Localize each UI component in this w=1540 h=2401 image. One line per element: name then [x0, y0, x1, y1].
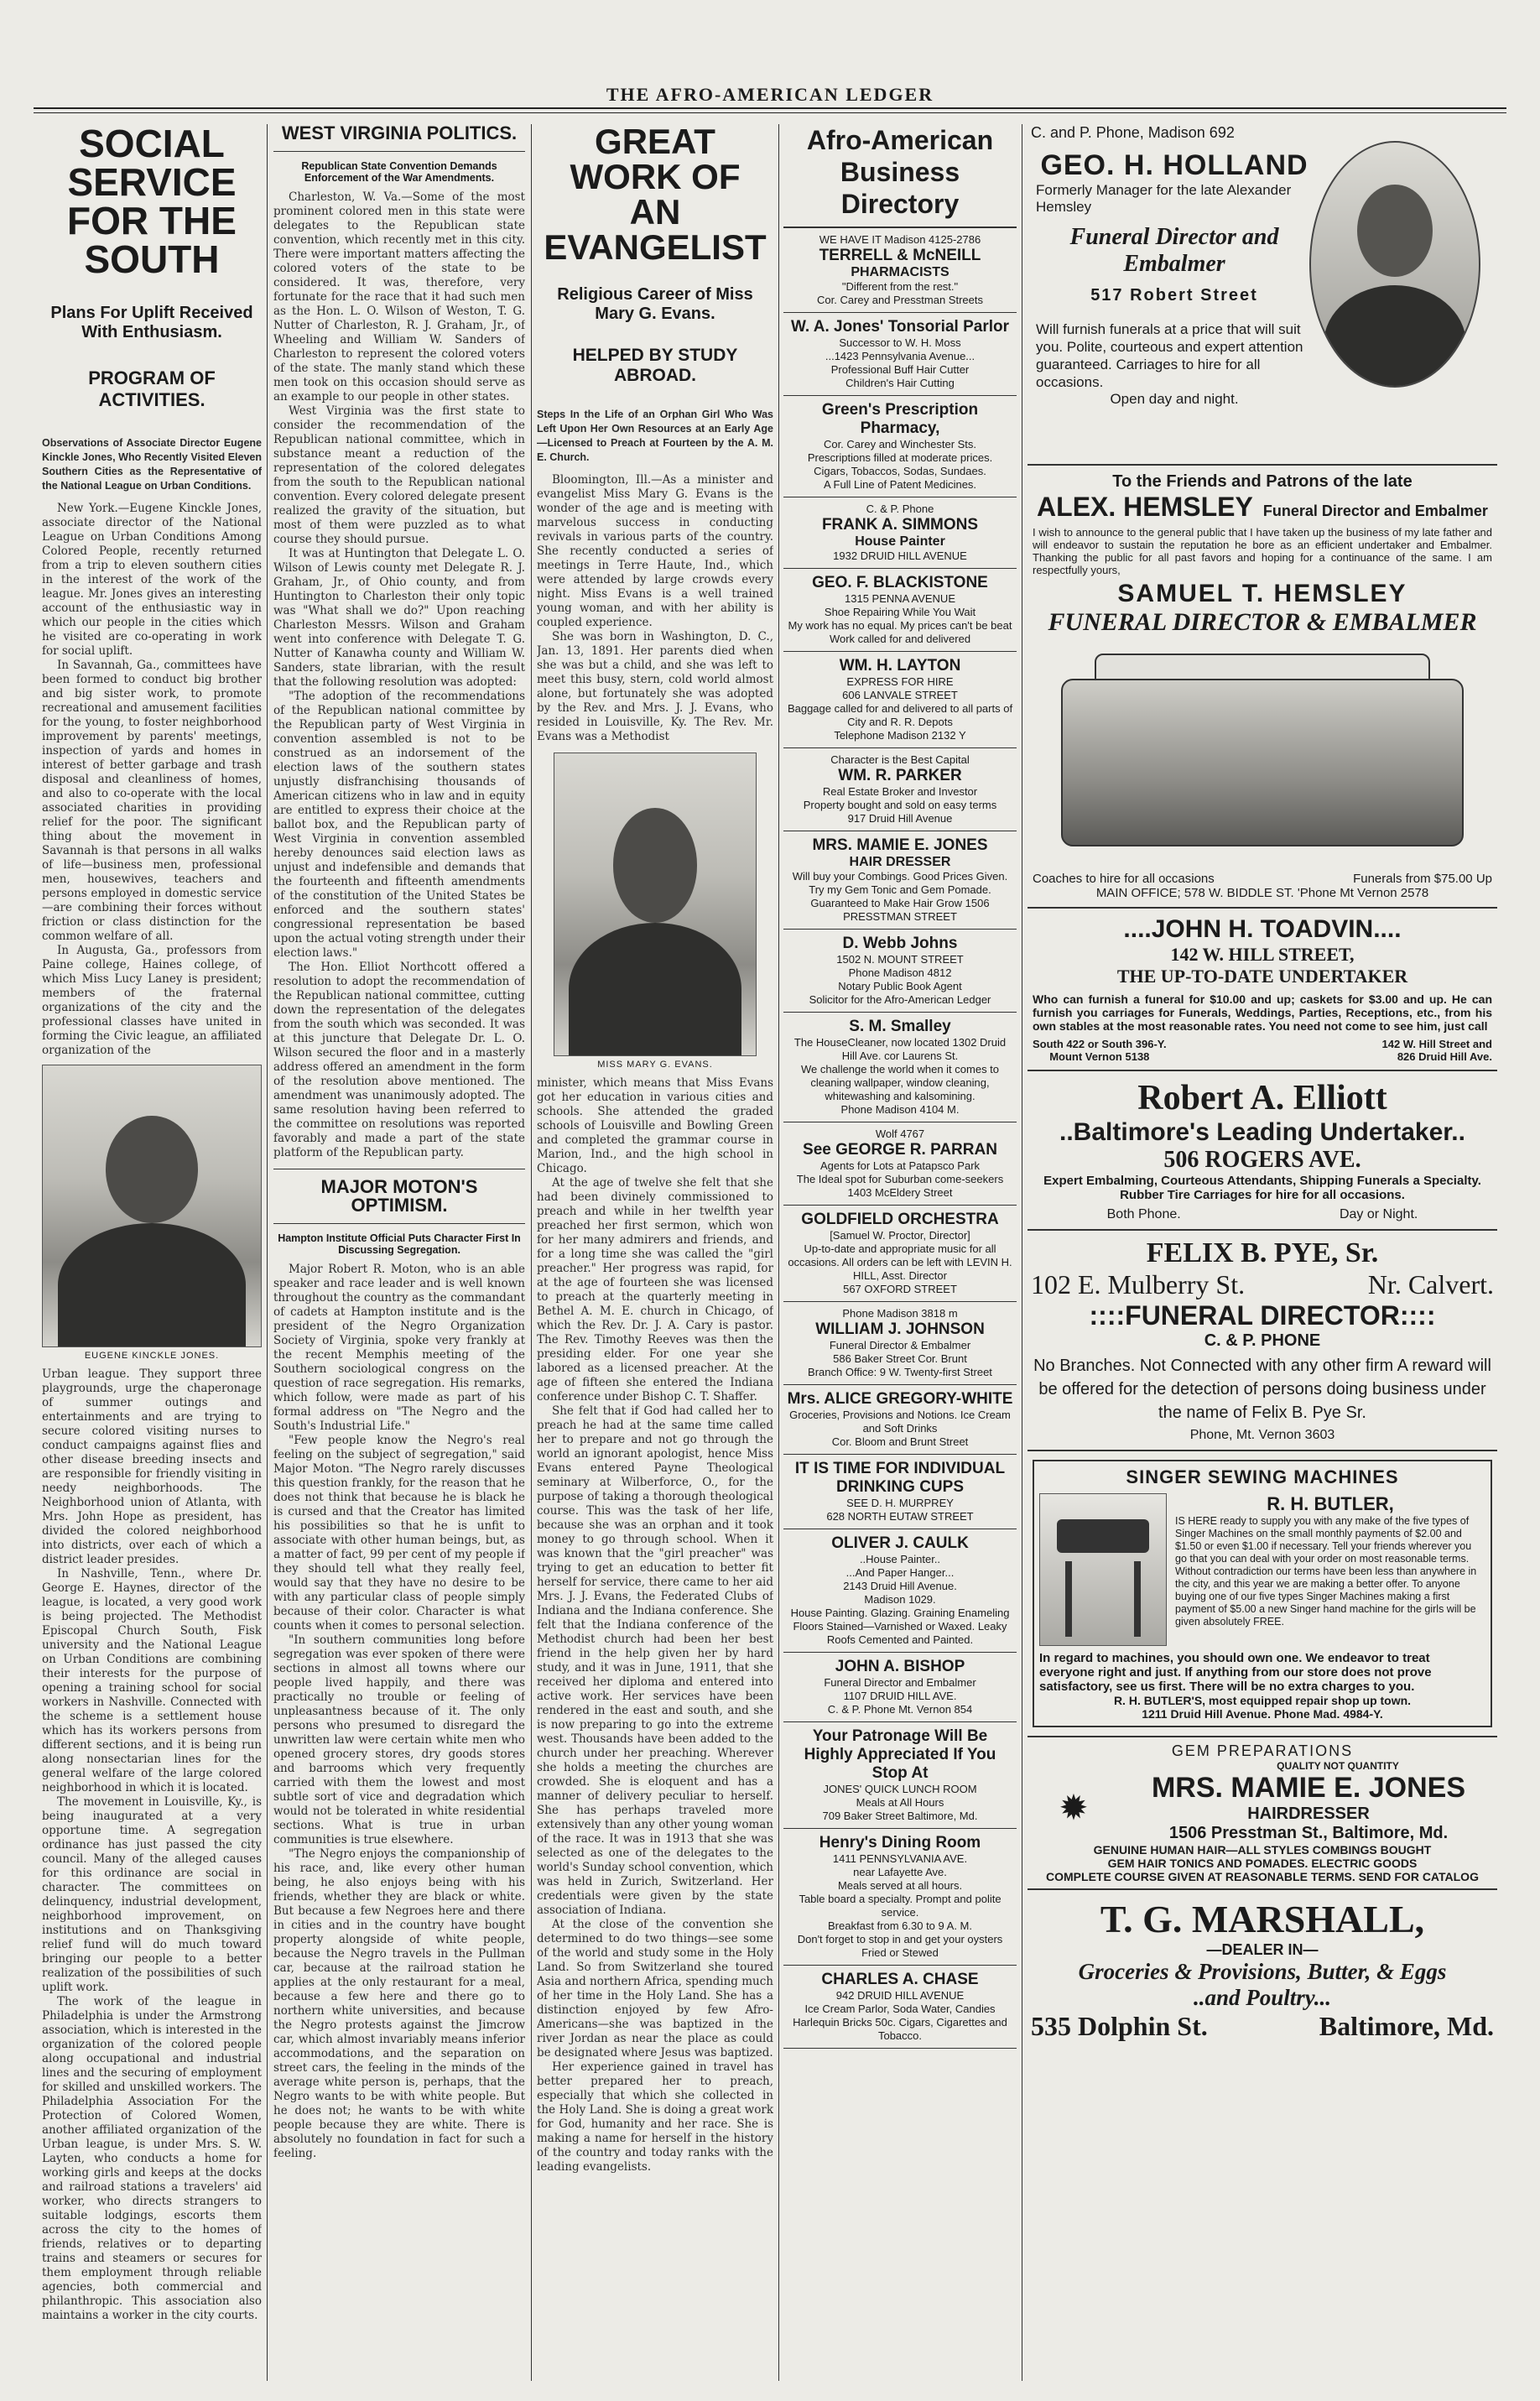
ad-line: My work has no equal. My prices can't be beat	[788, 619, 1012, 632]
ad-name: WM. R. PARKER	[838, 767, 962, 784]
pye-cross-street: Nr. Calvert.	[1367, 1269, 1494, 1299]
directory-ad	[783, 748, 1017, 831]
sewing-machine-illustration	[1039, 1493, 1167, 1646]
column-rule	[778, 124, 779, 2381]
ad-line: 1315 PENNA AVENUE	[845, 592, 955, 605]
paragraph: "In southern communities long before segregation was ever spoken of there were sections in almost all towns where our people lived happily, and there was practically no trouble or feeling of unpleasantness because of it. The only persons who presumed to disregard the unwritten law were certain white men who opened grocery stores, dry goods stores and barrooms which very frequently carried with them the lowest and most subtle sort of vice and degradation which would not be tolerated in white residential sections. What is true in urban communities is true elsewhere.	[273, 1633, 525, 1846]
portrait-head	[106, 1116, 197, 1222]
gem-text	[1120, 1772, 1497, 1843]
holland-text	[1036, 149, 1313, 408]
ad-name: GOLDFIELD ORCHESTRA	[801, 1211, 999, 1228]
ad-top-line: WE HAVE IT Madison 4125-2786	[819, 233, 981, 246]
headline	[537, 124, 773, 265]
ad-line: JONES' QUICK LUNCH ROOM	[823, 1783, 977, 1795]
holland-hours: Open day and night.	[1110, 391, 1239, 407]
casket-box	[1061, 679, 1464, 846]
ad-line: The Ideal spot for Suburban come-seekers	[796, 1173, 1004, 1185]
toadvin-phones	[1028, 1038, 1497, 1063]
photo-caption: EUGENE KINCKLE JONES.	[84, 1351, 220, 1361]
marshall-poultry: ..and Poultry...	[1193, 1985, 1332, 2010]
ad-line: Notary Public Book Agent	[838, 980, 962, 992]
butler-body: IS HERE ready to supply you with any make of the five types of Singer Machines on the small monthly payments of $2.00 and $1.50 or even $1.00 if necessary. Tell your friends wherever you go that you can deal with your order on most reasonable terms. Without contradiction our terms have been less than anywhere in the city, and this year we are making a better offer. To anyone buying one of our five types Singer Machines making a first payment of $5.00 a new Singer hand machine for the girls will be given absolutely FREE.	[1175, 1515, 1477, 1628]
ad-line: 586 Baker Street Cor. Brunt	[833, 1352, 967, 1365]
column-rule	[531, 124, 532, 2381]
hemsley-price: Funerals from $75.00 Up	[1353, 872, 1492, 886]
ad-line: Meals served at all hours.	[837, 1879, 963, 1892]
butler-header: SINGER SEWING MACHINES	[1126, 1466, 1399, 1487]
pye-tel: Phone, Mt. Vernon 3603	[1189, 1428, 1335, 1442]
ad-line: ..House Painter..	[859, 1553, 941, 1565]
directory-ad	[783, 228, 1017, 313]
gem-role: HAIRDRESSER	[1247, 1805, 1370, 1823]
ad-line: Solicitor for the Afro-American Ledger	[809, 993, 991, 1006]
pye-phone-label: C. & P. PHONE	[1204, 1331, 1321, 1350]
directory-ad	[783, 652, 1017, 748]
divider	[273, 151, 525, 152]
ad-name: FRANK A. SIMMONS	[821, 516, 979, 534]
ad-line: Cor. Carey and Winchester Sts.	[823, 438, 977, 451]
ad-line: Funeral Director & Embalmer	[829, 1339, 971, 1352]
newspaper-title: THE AFRO-AMERICAN LEDGER	[606, 84, 934, 105]
hemsley-name: ALEX. HEMSLEY	[1037, 492, 1253, 522]
butler-body-3: R. H. BUTLER'S, most equipped repair shop up town.	[1113, 1694, 1412, 1707]
ad-subtitle: House Painter	[855, 534, 945, 549]
paragraph: She was born in Washington, D. C., Jan. 13, 1891. Her parents died when she was but a child, and she was left to meet this busy, stern, cold world almost alone, but fortunately she was adopted by the Rev. and Mrs. J. J. Evans, who resided in Louisville, Ky. The Rev. Mr. Evans was a Methodist	[537, 630, 773, 743]
paragraph: "Few people know the Negro's real feeling on the subject of segregation," said Major Moton. "The Negro rarely discusses this question frankly, for the reason that he does not think that because he is black he is cursed and that the Creator has limited his possibilities so that he is unfit to associate with other human beings, but, as a matter of fact, 99 per cent of my people if they should tell what they really feel, would say that they have no desire to be with any particular class of people simply because of their color. Character is what counts when it comes to personal selection.	[273, 1434, 525, 1633]
gem-line: GENUINE HUMAN HAIR—ALL STYLES COMBINGS BOUGHT	[1093, 1843, 1432, 1857]
ad-line: Meals at All Hours	[856, 1796, 944, 1809]
column-west-virginia	[273, 124, 525, 2381]
portrait-head	[613, 808, 698, 923]
ad-line: The HouseCleaner, now located 1302 Druid Hill Ave. cor Laurens St.	[793, 1036, 1007, 1062]
ad-name: Henry's Dining Room	[819, 1834, 981, 1852]
ad-line: Baggage called for and delivered to all parts of City and R. R. Depots	[787, 702, 1013, 728]
ad-marshall	[1028, 1890, 1497, 2049]
article-deck: Observations of Associate Director Eugene Kinckle Jones, Who Recently Visited Eleven Southern Cities as the Representative of the National League on Urban Conditions.	[42, 437, 262, 492]
pye-name: FELIX B. PYE, Sr.	[1146, 1237, 1379, 1268]
ad-top-line: C. & P. Phone	[866, 503, 934, 515]
ad-line: Cigars, Tobaccos, Sodas, Sundaes.	[814, 465, 986, 477]
ad-top-line: Wolf 4767	[875, 1128, 925, 1140]
column-evangelist	[537, 124, 773, 2381]
directory-ad	[783, 1653, 1017, 1722]
ad-line: ...And Paper Hanger...	[845, 1566, 955, 1579]
pye-address: 102 E. Mulberry St.	[1031, 1269, 1246, 1299]
ad-hemsley	[1028, 466, 1497, 909]
ad-line: Cor. Bloom and Brunt Street	[831, 1435, 969, 1448]
ad-line: Phone Madison 4812	[848, 966, 952, 979]
ad-line: Successor to W. H. Moss	[839, 336, 961, 349]
ad-name: S. M. Smalley	[849, 1018, 951, 1035]
paragraph: The movement in Louisville, Ky., is being inaugurated at a very opportune time. A segregation ordinance has just passed the city council. Many of the alleged causes for this ordinance are social in character. The committees on delinquency, industrial development, neighborhood improvement, on institutions and on Thanksgiving relief fund will do much toward bringing our people to a better realization of the possibilities of such uplift work.	[42, 1795, 262, 1994]
hemsley-body: I wish to announce to the general public that I have taken up the business of my late father and will endeavor to sustain the reputation he bore as an efficient undertaker and Embalmer. Thanking the public for all past favors and hoping for a continuance of the same. I am respectfully yours,	[1033, 526, 1492, 576]
directory-ad	[783, 569, 1017, 652]
butler-body-2: In regard to machines, you should own one. We endeavor to treat everyone right and just. If anything from our store does not prove satisfactory, see us first. There will be no extra charges to you.	[1039, 1651, 1432, 1694]
ad-line: Real Estate Broker and Investor	[822, 785, 978, 798]
ad-name: MRS. MAMIE E. JONES	[812, 836, 988, 854]
column-funeral-ads	[1028, 124, 1497, 2381]
toadvin-name: ....JOHN H. TOADVIN....	[1123, 915, 1402, 943]
paragraph: minister, which means that Miss Evans got her education in various cities and schools. She attended the graded schools of Louisville and Bowling Green and completed the grammar course in Marion, Ind., and the high school in Chicago.	[537, 1076, 773, 1175]
directory-ad	[783, 831, 1017, 930]
hemsley-info-row	[1028, 872, 1497, 886]
paragraph: The Hon. Elliot Northcott offered a resolution to adopt the recommendation of the Republican national committee, cutting down the representation of the delegates from the south which was seconded. It was at this juncture that Delegate Dr. L. O. Wilson secured the floor and in a masterly address offered an amendment in the form of the resolution above mentioned. The amendment was unanimously adopted. The same resolution having been referred to the committee on resolutions was reported favorably and made a part of the state platform of the Republican party.	[273, 961, 525, 1159]
paragraph: Charleston, W. Va.—Some of the most prominent colored men in this state were delegates to the Republican state convention, which recently met in this city. There were important matters affecting the colored voters of the state to be considered. It was, therefore, very fortunate for the race that it had such men as the Hon. L. O. Wilson of Weston, T. G. Nutter of Charleston, R. J. Graham, Jr., of Wheeling and William W. Sanders of Charleston to represent the colored voters of the state. The manly stand which these men took on this occasion should serve as an example to our people in other states.	[273, 190, 525, 404]
paragraph: In Nashville, Tenn., where Dr. George E. Haynes, director of the league, is located, a very good work is being projected. The Methodist Episcopal Church South, Fisk university and the National League on Urban Conditions are combining their interests for the purpose of opening a training school for social workers in Nashville. Connected with the scheme is a settlement house which has its workers persons from different sections, and it is being run along nonsectarian lines for the general welfare of the large colored neighborhood in which it is located.	[42, 1567, 262, 1794]
portrait-photo	[554, 753, 757, 1056]
article-body	[273, 190, 525, 1160]
ad-name: OLIVER J. CAULK	[831, 1534, 969, 1552]
ad-subtitle: PHARMACISTS	[851, 265, 949, 279]
toadvin-title: THE UP-TO-DATE UNDERTAKER	[1116, 966, 1408, 987]
directory-ad	[783, 1013, 1017, 1122]
headline-line: SOCIAL SERVICE	[67, 124, 237, 204]
phone-line: C. and P. Phone, Madison 692	[1031, 124, 1235, 141]
directory-ad	[783, 1829, 1017, 1966]
ad-line: Property bought and sold on easy terms	[803, 799, 997, 811]
toadvin-address-right	[1382, 1038, 1493, 1063]
subhead: Plans For Uplift Received With Enthusiasm.	[50, 304, 253, 341]
directory-ad	[783, 1302, 1017, 1385]
sunburst-icon: ✹	[1059, 1787, 1089, 1827]
paragraph: It was at Huntington that Delegate L. O. Wilson of Lewis county met Delegate R. J. Graham, Jr., of Ohio county, and from Huntington to Charleston their only topic was "What shall we do?" Upon reaching Charleston Messrs. Wilson and Graham went into conference with Delegate T. G. Nutter of Kanawha county and William W. Sanders, state librarian, with the result that the following resolution was adopted:	[273, 547, 525, 689]
column-social-service	[42, 124, 262, 2381]
paragraph: She felt that if God had called her to preach he had at the same time called her to prepare and not go through the world an ignorant apologist, hence Miss Evans entered Payne Theological seminary at Wilberforce, O., for the purpose of taking a thorough theological course. This was the task of her life, because she was an orphan and it took money to go through school. When it was known that the "girl preacher" was trying to get an education to better fit herself for service, there came to her aid Mrs. J. J. Evans, the Federated Clubs of Indiana and the Indiana conference. She felt that the Indiana conference of the Methodist church had been her best friend in the help given her by hard study, and it was in June, 1911, that she received her diploma and entered into active work. Her services have been rendered in the east and south, and she is now preparing to go into the extreme west. Thousands have been added to the church under her preaching. Wherever she holds a meeting the churches are crowded. She is eloquent and has a manner of delivery peculiar to herself. She has perhaps traveled more extensively than any other young woman of the race. It was in 1913 that she was selected as one of the delegates to the world's Sunday school convention, which was held in Zurich, Switzerland. Her credentials were given by the state association of Indiana.	[537, 1404, 773, 1917]
ad-name: TERRELL & McNEILL	[819, 247, 981, 264]
pye-address-row	[1028, 1269, 1497, 1300]
directory-ad	[783, 497, 1017, 569]
ad-line: 1502 N. MOUNT STREET	[836, 953, 964, 966]
ad-line: Ice Cream Parlor, Soda Water, Candies Harlequin Bricks 50c. Cigars, Cigarettes and Tobacco.	[793, 2003, 1007, 2042]
toadvin-address: 142 W. HILL STREET,	[1170, 944, 1355, 965]
ad-name: WILLIAM J. JOHNSON	[815, 1320, 985, 1338]
ad-line: Prescriptions filled at moderate prices.	[807, 451, 993, 464]
portrait-body	[1324, 285, 1466, 388]
gem-line: GEM HAIR TONICS AND POMADES. ELECTRIC GOODS	[1107, 1857, 1418, 1870]
butler-top	[1039, 1493, 1485, 1646]
ad-line: 2143 Druid Hill Avenue.	[843, 1580, 957, 1592]
subhead: PROGRAM OF ACTIVITIES.	[88, 367, 216, 410]
ad-line: Phone Madison 4104 M.	[840, 1103, 960, 1116]
machine-leg	[1134, 1561, 1141, 1637]
ad-line: Cor. Carey and Presstman Streets	[817, 294, 983, 306]
ad-name: GEO. F. BLACKISTONE	[812, 574, 988, 591]
gem-address: 1506 Presstman St., Baltimore, Md.	[1168, 1824, 1449, 1842]
ad-name: WM. H. LAYTON	[839, 657, 961, 674]
subhead: HELPED BY STUDY ABROAD.	[572, 346, 738, 385]
ad-line: 1932 DRUID HILL AVENUE	[833, 549, 967, 562]
ad-line: Breakfast from 6.30 to 9 A. M.	[828, 1919, 972, 1932]
holland-name: GEO. H. HOLLAND	[1040, 149, 1308, 181]
directory-ad	[783, 1455, 1017, 1529]
marshall-address-row	[1028, 2011, 1497, 2042]
ad-line: Will buy your Combings. Good Prices Given. Try my Gem Tonic and Gem Pomade. Guaranteed to Make Hair Grow 1506 PRESSTMAN STREET	[792, 870, 1008, 923]
paragraph: Major Robert R. Moton, who is an able speaker and race leader and is well known throughout the country as the commandant of cadets at Hampton institute and is the president of the Negro Organization Society of Virginia, spoke very frankly at the recent Memphis meeting of the Southern sociological congress on the question of race segregation. His remarks, which follow, were made as part of his formal address on "The Negro and the South's Industrial Life."	[273, 1263, 525, 1433]
ad-name: Your Patronage Will Be Highly Appreciated If You Stop At	[804, 1727, 996, 1782]
holland-portrait	[1309, 141, 1480, 388]
ad-toadvin	[1028, 909, 1497, 1071]
article-deck: Steps In the Life of an Orphan Girl Who Was Left Upon Her Own Resources at an Early Age—Licensed to Preach at Fourteen by the A. M. E. Church.	[537, 409, 773, 463]
ad-line: 567 OXFORD STREET	[843, 1283, 957, 1295]
directory-ad	[783, 1966, 1017, 2049]
elliott-name: Robert A. Elliott	[1137, 1079, 1387, 1117]
elliott-address: 506 ROGERS AVE.	[1163, 1147, 1361, 1173]
ad-line: 1107 DRUID HILL AVE.	[843, 1690, 957, 1702]
ad-line: 606 LANVALE STREET	[842, 689, 958, 701]
headline: WEST VIRGINIA POLITICS.	[281, 124, 518, 143]
ad-line: 1403 McEldery Street	[847, 1186, 953, 1199]
ad-top-line: Character is the Best Capital	[830, 753, 970, 766]
butler-text	[1175, 1493, 1485, 1646]
directory-ad	[783, 930, 1017, 1013]
paragraph: New York.—Eugene Kinckle Jones, associate director of the National League on Urban Conditions Among Colored People, recently returned from a trip to eleven southern cities in the interest of the work of the league. Mr. Jones gives an interesting account of the enthusiastic way in which our people in the cities which he visited are co-operating in work for social uplift.	[42, 502, 262, 658]
paragraph: "The Negro enjoys the companionship of his race, and, like every other human being, he also enjoys being with his friends, whether they are black or white. But because a few Negroes here and there in cities and in the country have bought property alongside of white people, because the Negro travels in the Pullman car, because at the railroad station he applies at the only restaurant for a meal, because a few here and there go to northern white universities, and because the Negro protests against the Jimcrow car, which almost invariably means inferior accommodations, and the separation on street cars, the feeling in the minds of the average white person is, perhaps, that the Negro wants to be with white people. But he does not; he wants to be with white people because they are white. There is absolutely no foundation in fact for such a feeling.	[273, 1847, 525, 2160]
toadvin-address-line: 142 W. Hill Street and	[1381, 1038, 1492, 1050]
ad-elliott	[1028, 1071, 1497, 1231]
toadvin-address-line: 826 Druid Hill Ave.	[1397, 1050, 1492, 1063]
portrait-photo	[42, 1065, 262, 1347]
ad-line: Don't forget to stop in and get your oysters Fried or Stewed	[797, 1933, 1003, 1959]
toadvin-phone-left	[1033, 1038, 1167, 1063]
casket-illustration	[1044, 645, 1480, 863]
holland-body: Will furnish funerals at a price that will suit you. Polite, courteous and expert attention guaranteed. Carriages to hire for all occasions.	[1036, 321, 1303, 390]
ad-name: Mrs. ALICE GREGORY-WHITE	[787, 1390, 1013, 1408]
gem-name: MRS. MAMIE E. JONES	[1151, 1772, 1466, 1804]
portrait-body	[58, 1223, 246, 1346]
ad-name: Green's Prescription Pharmacy,	[821, 401, 979, 437]
butler-name: R. H. BUTLER,	[1267, 1493, 1394, 1514]
gem-line: COMPLETE COURSE GIVEN AT REASONABLE TERMS. SEND FOR CATALOG	[1046, 1870, 1479, 1883]
ad-line: We challenge the world when it comes to cleaning wallpaper, window cleaning, whitewashing and kalsomining.	[800, 1063, 1000, 1102]
ad-line: near Lafayette Ave.	[853, 1866, 947, 1878]
paragraph: "The adoption of the recommendations of the Republican national committee by the Republican party of West Virginia in convention assembled is not to be construed as an indorsement of the election laws of the southern states unjustly disfranchising thousands of American citizens who in law and in equity are entitled to express their choice at the ballot box, and the Republican party of West Virginia in convention assembled hereby denounces said election laws as unjust and indefensible and demands that the fourteenth and fifteenth amendments of the constitution of the United States be enforced and the southern states' congressional representation be based upon the actual voting strength under their election laws."	[273, 690, 525, 960]
article-deck: Republican State Convention Demands Enforcement of the War Amendments.	[301, 160, 497, 184]
marshall-address: 535 Dolphin St.	[1031, 2011, 1208, 2041]
ad-line: Agents for Lots at Patapsco Park	[819, 1159, 981, 1172]
ad-name: JOHN A. BISHOP	[835, 1658, 965, 1675]
ad-line: C. & P. Phone Mt. Vernon 854	[827, 1703, 973, 1716]
toadvin-phone: South 422 or South 396-Y.	[1033, 1038, 1167, 1050]
masthead	[0, 0, 1540, 117]
paragraph: The work of the league in Philadelphia is under the Armstrong association, which is interested in the organization of the colored people along occupational and industrial lines and the securing of employment for skilled and unskilled workers. The Philadelphia Association For the Protection of Colored Women, another affiliated organization of the Urban league, is under Mrs. S. W. Layten, who conducts a home for working girls and keeps at the docks and railroad stations a travelers' aid worker, who directs strangers to suitable lodgings, escorts them across the city to the homes of friends, relatives or to departing trains and steamers or secures for them employment through reliable agencies, both commercial and philanthropic. This association also maintains a worker in the city courts.	[42, 1995, 262, 2322]
directory-ad	[783, 396, 1017, 497]
ad-line: House Painting. Glazing. Graining Enameling Floors Stained—Varnished or Waxed. Leaky Roofs Cemented and Painted.	[790, 1607, 1010, 1646]
article-body	[537, 473, 773, 744]
ad-line: Professional Buff Hair Cutter	[830, 363, 970, 376]
masthead-rule	[34, 107, 1506, 113]
elliott-hours: Day or Night.	[1339, 1207, 1418, 1221]
ad-line: Children's Hair Cutting	[845, 377, 955, 389]
elliott-body: Expert Embalming, Courteous Attendants, Shipping Funerals a Specialty. Rubber Tire Carriages for hire for all occasions.	[1043, 1174, 1481, 1202]
article-body	[42, 1367, 262, 2323]
hemsley-coaches: Coaches to hire for all occasions	[1033, 872, 1215, 886]
holland-address: 517 Robert Street	[1090, 286, 1258, 305]
paragraph: At the close of the convention she determined to do two things—see some of the world and study some in the Holy Land. So from Switzerland she toured Asia and northern Africa, spending much of her time in the Holy Land. She has a distinction enjoyed by few Afro-Americans—she was baptized in the river Jordan as near the place as could be designated where Jesus was baptized.	[537, 1918, 773, 2060]
ad-line: 1411 PENNSYLVANIA AVE.	[832, 1852, 968, 1865]
headline: MAJOR MOTON'S OPTIMISM.	[320, 1176, 478, 1216]
machine-head	[1057, 1519, 1149, 1553]
ad-line: Telephone Madison 2132 Y	[834, 729, 966, 742]
directory-ad	[783, 1385, 1017, 1455]
headline	[42, 124, 262, 279]
ad-name: CHARLES A. CHASE	[821, 1971, 979, 1988]
ad-subtitle: HAIR DRESSER	[849, 855, 951, 869]
directory-header	[783, 124, 1017, 228]
ad-line: SEE D. H. MURPREY	[846, 1497, 954, 1509]
photo-caption: MISS MARY G. EVANS.	[597, 1060, 713, 1070]
headline-line: GREAT WORK OF	[570, 124, 741, 196]
elliott-phone: Both Phone.	[1106, 1207, 1181, 1221]
subhead: Religious Career of Miss Mary G. Evans.	[557, 285, 753, 323]
marshall-name: T. G. MARSHALL,	[1100, 1898, 1425, 1940]
ad-line: Groceries, Provisions and Notions. Ice Cream and Soft Drinks	[789, 1409, 1011, 1435]
ad-line: 917 Druid Hill Avenue	[847, 812, 953, 825]
hemsley-name-row	[1028, 492, 1497, 523]
gem-tag: QUALITY NOT QUANTITY	[1277, 1760, 1399, 1772]
paragraph: West Virginia was the first state to consider the recommendation of the Republican national committee, which in substance meant a reduction of the representation of the colored delegates from the south to the Republican national convention. Every colored delegate present realized the gravity of the situation, but most of them were puzzled as to what course they should pursue.	[273, 404, 525, 546]
elliott-title: ..Baltimore's Leading Undertaker..	[1059, 1118, 1465, 1146]
ad-holland	[1028, 124, 1497, 466]
ad-line: EXPRESS FOR HIRE	[846, 675, 954, 688]
ad-butler	[1033, 1460, 1492, 1727]
ad-line: 942 DRUID HILL AVENUE	[835, 1989, 965, 2002]
toadvin-body: Who can furnish a funeral for $10.00 and up; caskets for $3.00 and up. He can furnish you carriages for Funerals, Weddings, Parties, Receptions, etc., from his own stables at the most reasonable rates. You need not come to see him, just call	[1033, 992, 1492, 1033]
elliott-footer	[1028, 1207, 1497, 1222]
portrait-head	[1357, 185, 1433, 277]
paragraph: Urban league. They support three playgrounds, urge the chaperonage of summer outings and entertainments and are trying to secure colored visiting nurses to conduct campaigns against flies and other disease breeding insects and are responsible for friendly visiting in needy neighborhoods. The Neighborhood union of Atlanta, with Mrs. John Hope as president, has divided the colored neighborhood into districts, over each of which a district leader presides.	[42, 1367, 262, 1566]
machine-leg	[1065, 1561, 1072, 1637]
column-business-directory	[783, 124, 1017, 2381]
ad-line: A Full Line of Patent Medicines.	[823, 478, 977, 491]
ad-top-line: Phone Madison 3818 m	[842, 1307, 958, 1320]
directory-ad	[783, 1722, 1017, 1829]
directory-ad	[783, 1529, 1017, 1653]
ad-name: W. A. Jones' Tonsorial Parlor	[790, 318, 1010, 336]
gem-header: GEM PREPARATIONS	[1171, 1742, 1354, 1759]
directory-ad	[783, 1206, 1017, 1302]
headline-line: AN EVANGELIST	[544, 192, 767, 267]
ad-line: Work called for and delivered	[829, 633, 971, 645]
marshall-city: Baltimore, Md.	[1319, 2011, 1494, 2041]
divider	[273, 1223, 525, 1224]
pye-title: ::::FUNERAL DIRECTOR::::	[1089, 1300, 1436, 1331]
directory-header-line: Afro-American	[806, 125, 994, 155]
toadvin-phone: Mount Vernon 5138	[1049, 1050, 1150, 1063]
ad-pye	[1028, 1231, 1497, 1451]
directory-header-line: Business Directory	[840, 157, 960, 219]
hemsley-signature: SAMUEL T. HEMSLEY	[1117, 580, 1407, 607]
pye-body: No Branches. Not Connected with any other firm A reward will be offered for the detection of persons doing business under the name of Felix B. Pye Sr.	[1033, 1357, 1491, 1422]
paragraph: Her experience gained in travel has better prepared her to preach, especially that which she collected in the Holy Land. She is doing a great work for God, humanity and her race. She is making a name for herself in the history of the country and today ranks with the leading evangelists.	[537, 2060, 773, 2174]
holland-former: Formerly Manager for the late Alexander Hemsley	[1036, 182, 1292, 215]
hemsley-office: MAIN OFFICE; 578 W. BIDDLE ST. 'Phone Mt Vernon 2578	[1095, 886, 1429, 900]
directory-list	[783, 228, 1017, 2049]
ad-line: 709 Baker Street Baltimore, Md.	[822, 1810, 978, 1822]
ad-line: Funeral Director and Embalmer	[824, 1676, 976, 1689]
ad-gem	[1028, 1736, 1497, 1890]
directory-ad	[783, 313, 1017, 396]
marshall-dealer: —DEALER IN—	[1206, 1941, 1319, 1958]
hemsley-title: FUNERAL DIRECTOR & EMBALMER	[1048, 608, 1477, 636]
marshall-goods: Groceries & Provisions, Butter, & Eggs	[1078, 1959, 1447, 1984]
ad-line: 628 NORTH EUTAW STREET	[826, 1510, 974, 1523]
article-body	[537, 1076, 773, 2174]
hemsley-intro: To the Friends and Patrons of the late	[1112, 472, 1413, 491]
butler-address: 1211 Druid Hill Avenue. Phone Mad. 4984-Y.	[1142, 1707, 1383, 1721]
ad-name: IT IS TIME FOR INDIVIDUAL DRINKING CUPS	[794, 1460, 1006, 1496]
holland-title: Funeral Director and Embalmer	[1069, 224, 1279, 277]
hemsley-role: Funeral Director and Embalmer	[1262, 503, 1488, 519]
ad-line: Shoe Repairing While You Wait	[824, 606, 976, 618]
article-body	[273, 1263, 525, 2161]
ad-line: [Samuel W. Proctor, Director]	[830, 1229, 970, 1242]
directory-ad	[783, 1122, 1017, 1206]
article-deck: Hampton Institute Official Puts Character First In Discussing Segregation.	[278, 1232, 521, 1256]
column-rule	[267, 124, 268, 2381]
ad-name: See GEORGE R. PARRAN	[803, 1141, 997, 1159]
headline-line: FOR THE SOUTH	[67, 199, 237, 281]
gem-main	[1028, 1772, 1497, 1843]
ad-line: ...1423 Pennsylvania Avenue...	[825, 350, 976, 362]
ad-line: Up-to-date and appropriate music for all occasions. All orders can be left with LEVIN H. HILL, Asst. Director	[788, 1242, 1012, 1282]
ad-line: "Different from the rest."	[841, 280, 959, 293]
ad-name: D. Webb Johns	[842, 935, 958, 952]
ad-line: Madison 1029.	[864, 1593, 936, 1606]
ad-line: Branch Office: 9 W. Twenty-first Street	[808, 1366, 992, 1378]
paragraph: At the age of twelve she felt that she had been divinely commissioned to preach and while in her twelfth year preached her first sermon, which won for her many admirers and friends, and for a long time she was called the "girl preacher." Her progress was rapid, for at the age of fourteen she was licensed to preach at the quarterly meeting in Bethel A. M. E. church in Chicago, of which the Rev. Dr. J. A. Cary is pastor. The Rev. Timothy Reeves was then the presiding elder. For one year she labored as a licensed preacher. At the age of fifteen she entered the Indiana conference under Bishop C. T. Shaffer.	[537, 1176, 773, 1404]
paragraph: Bloomington, Ill.—As a minister and evangelist Miss Mary G. Evans is the wonder of the age and is meeting with marvelous success in conducting revivals in various parts of the country. She recently conducted a series of meetings in Terre Haute, Ind., which were attended by large crowds every night. Miss Evans is a well trained young woman, and with her ability is coupled experience.	[537, 473, 773, 629]
portrait-body	[569, 923, 741, 1055]
paragraph: In Savannah, Ga., committees have been formed to conduct big brother and big sister work, to promote recreational and amusement facilities for the young, to foster neighborhood improvement by parents' meetings, inspection of yards and homes in interest of better garbage and trash disposal and cleanliness of homes, and also to co-operate with the local associated charities in providing relief for the poor. The significant thing about the movement in Savannah is that persons in all walks of life—business men, professional men, housewives, teachers and persons employed in domestic service—are combining their forces without friction or class distinction for the common welfare of all.	[42, 659, 262, 943]
ad-line: Table board a specialty. Prompt and polite service.	[799, 1893, 1002, 1919]
paragraph: In Augusta, Ga., professors from Paine college, Haines college, of which Miss Lucy Laney is president; members of the fraternal organizations of the city and the professional classes have united in forming the Civic league, an affiliated organization of the	[42, 944, 262, 1057]
article-body	[42, 502, 262, 1058]
